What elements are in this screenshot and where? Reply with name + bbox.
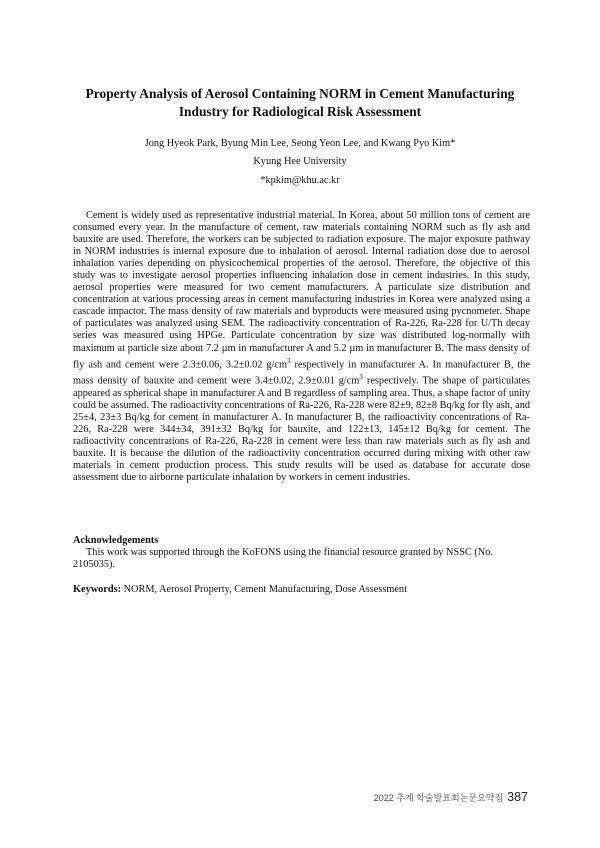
abstract-part-1: Cement is widely used as representative industrial material. In Korea, about 50 million tons of cement are consumed every year. In the manufacture of cement, raw materials containing NORM such as fly ash and bauxite are used. Therefore, the workers can be subjected to radiation exposure. The major exposure pathway in NORM industries is internal exposure due to inhalation of aerosol. Internal radiation dose due to aerosol inhalation varies depending on physicochemical properties of the aerosol. Therefore, the objective of this study was to investigate aerosol properties influencing inhalation dose in cement industries. In this study, aerosol properties were measured for two cement manufacturers. A particulate size distribution and concentration at various processing areas in cement manufacturing industries in Korea were analyzed using a cascade impactor. The mass density of raw materials and byproducts were measured using pycnometer. Shape of particulates was analyzed using SEM. The radioactivity concentration of Ra-226, Ra-228 for U/Th decay series was measured using HPGe. Particulate concentration by size was distributed log-normally with maximum at particle size about 7.2 µm in manufacturer A and 5.2 µm in manufacturer B. The mass density of fly ash and cement were 2.3±0.06, 3.2±0.02 g/cm: [73, 210, 530, 370]
paper-title: Property Analysis of Aerosol Containing NORM in Cement Manufacturing Industry for Radiological Risk Assessment: [85, 86, 515, 119]
keywords-label: Keywords:: [73, 584, 122, 595]
page-number: 387: [507, 790, 528, 804]
author-list: Jong Hyeok Park, Byung Min Lee, Seong Yeon Lee, and Kwang Pyo Kim*: [144, 138, 456, 149]
acknowledgements-body: This work was supported through the KoFONS using the financial resource granted by NSSC (No. 2105035).: [73, 547, 493, 571]
keywords-list: NORM, Aerosol Property, Cement Manufacturing, Dose Assessment: [123, 584, 407, 595]
proceedings-title: 2022 추계 학술발표회논문요약집: [373, 793, 504, 803]
keywords-line: [73, 584, 530, 596]
page-footer: [374, 790, 528, 804]
abstract-part-3: respectively. The shape of particulates appeared as spherical shape in manufacturer A and B regardless of sampling area. Thus, a shape factor of unity could be assumed. The radioactivity concentrations of Ra-226, Ra-228 were 82±9, 82±8 Bq/kg for fly ash, and 25±4, 23±3 Bq/kg for cement in manufacturer A. In manufacturer B, the radioactivity concentrations of Ra-226, Ra-228 were 344±34, 391±32 Bq/kg for bauxite, and 122±13, 145±12 Bq/kg for cement. The radioactivity concentrations of Ra-226, Ra-228 in cement were less than raw materials such as fly ash and bauxite. It is because the dilution of the radioactivity concentration occurred during mixing with other raw materials in cement production process. This study results will be used as database for accurate dose assessment due to airborne particulate inhalation by workers in cement industries.: [73, 375, 530, 483]
abstract-body: [73, 210, 530, 484]
abstract-superscript-1: 3: [286, 356, 291, 365]
corresponding-email: *kpkim@khu.ac.kr: [260, 175, 340, 186]
abstract-part-2: respectively in manufacturer A. In manufacturer B, the mass density of bauxite and cement were 3.4±0.02, 2.9±0.01 g/cm: [73, 358, 530, 387]
acknowledgements-heading: Acknowledgements: [73, 535, 159, 546]
abstract-superscript-2: 3: [359, 373, 363, 382]
affiliation: Kyung Hee University: [253, 156, 347, 167]
